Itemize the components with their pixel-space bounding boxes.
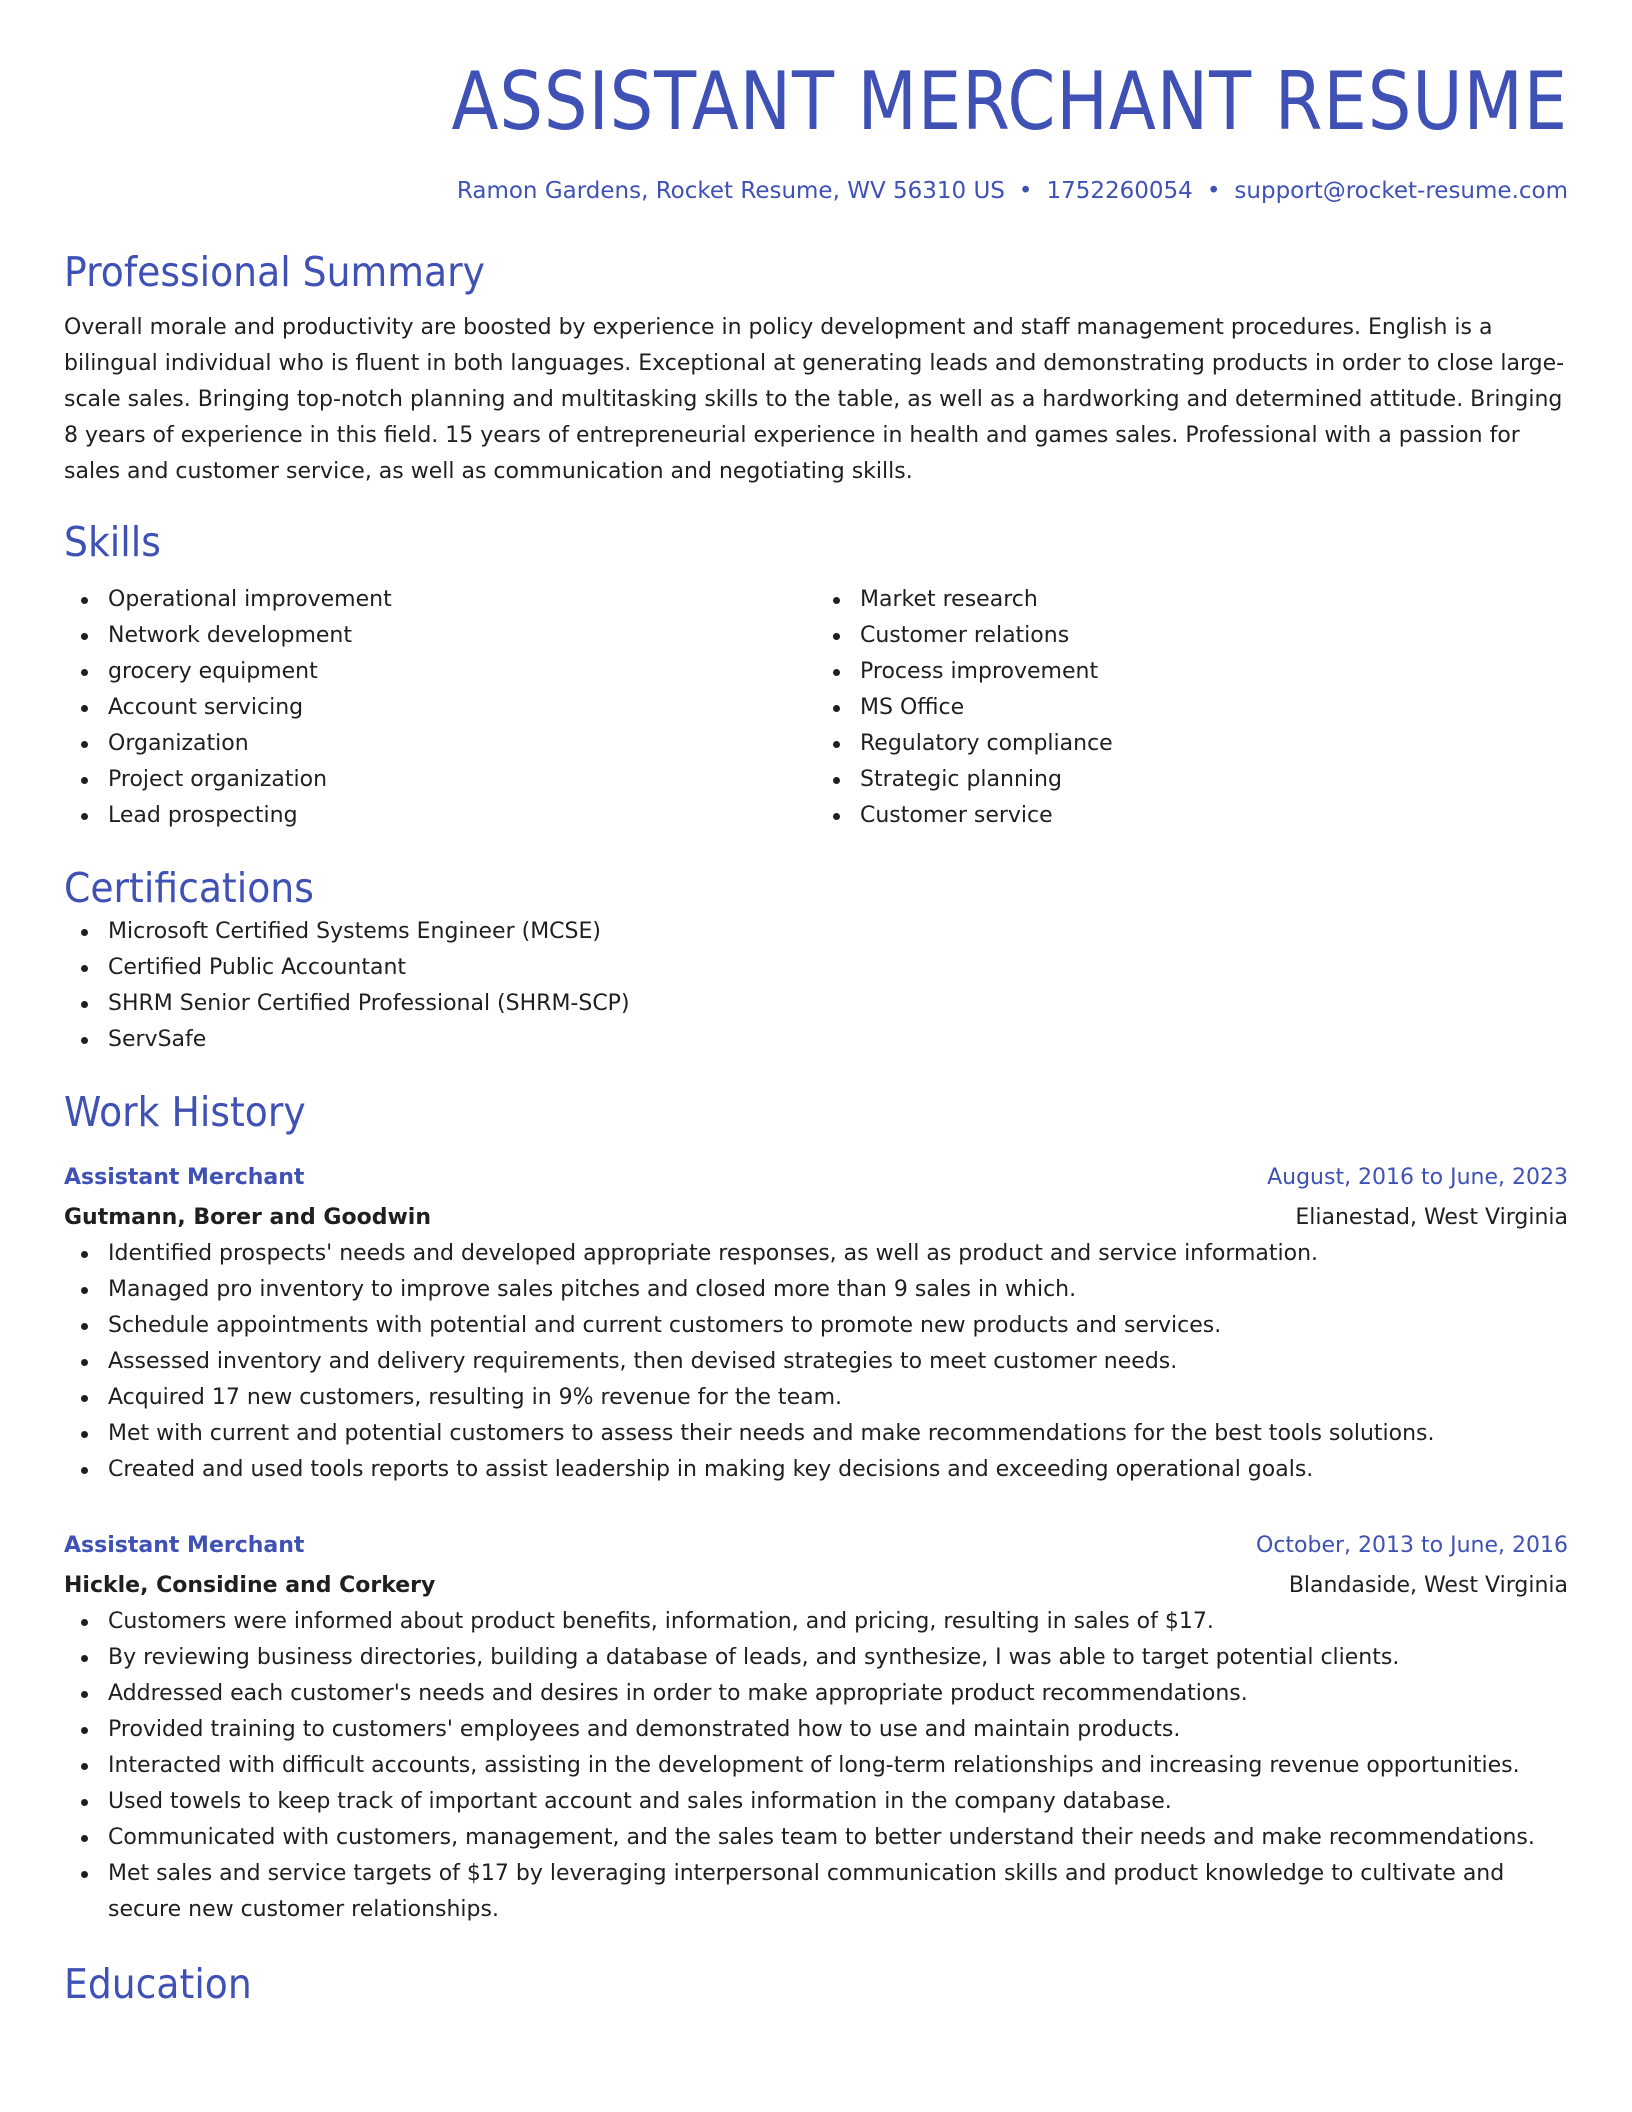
skill-item: grocery equipment xyxy=(108,654,816,690)
certification-item: Microsoft Certified Systems Engineer (MCSE) xyxy=(108,914,1568,950)
skill-item: Project organization xyxy=(108,762,816,798)
job-title: Assistant Merchant xyxy=(64,1165,305,1190)
skill-item: Regulatory compliance xyxy=(860,726,1568,762)
job-company-row xyxy=(64,1564,1568,1604)
certifications-list xyxy=(64,914,1568,1058)
resume-header xyxy=(64,52,1568,208)
job-duty-item: Managed pro inventory to improve sales pitches and closed more than 9 sales in which. xyxy=(108,1272,1568,1308)
contact-separator: • xyxy=(1206,178,1221,204)
job-location: Blandaside, West Virginia xyxy=(1288,1573,1568,1598)
contact-separator: • xyxy=(1018,178,1033,204)
section-title-summary: Professional Summary xyxy=(64,248,485,296)
job-location: Elianestad, West Virginia xyxy=(1295,1205,1568,1230)
section-title-education: Education xyxy=(64,1960,252,2008)
skill-item: Market research xyxy=(860,582,1568,618)
job-company-row xyxy=(64,1196,1568,1236)
job-title-row xyxy=(64,1528,1568,1564)
job-duty-item: Acquired 17 new customers, resulting in 9% revenue for the team. xyxy=(108,1380,1568,1416)
job-title: Assistant Merchant xyxy=(64,1533,305,1558)
skill-item: Organization xyxy=(108,726,816,762)
skill-item: Customer relations xyxy=(860,618,1568,654)
job-duty-item: Met with current and potential customers to assess their needs and make recommendations for the best tools solutions. xyxy=(108,1416,1568,1452)
job-duty-item: By reviewing business directories, building a database of leads, and synthesize, I was able to target potential clients. xyxy=(108,1640,1568,1676)
job-title-row xyxy=(64,1160,1568,1196)
job-duties-list xyxy=(64,1604,1568,1928)
job-dates: August, 2016 to June, 2023 xyxy=(1267,1165,1568,1190)
job-duty-item: Schedule appointments with potential and current customers to promote new products and services. xyxy=(108,1308,1568,1344)
section-title-skills: Skills xyxy=(64,518,161,566)
job-duty-item: Provided training to customers' employees and demonstrated how to use and maintain products. xyxy=(108,1712,1568,1748)
skill-item: Network development xyxy=(108,618,816,654)
resume-title: ASSISTANT MERCHANT RESUME xyxy=(451,55,1569,148)
job-entry xyxy=(64,1528,1568,1928)
skill-item: Process improvement xyxy=(860,654,1568,690)
job-duty-item: Created and used tools reports to assist leadership in making key decisions and exceeding operational goals. xyxy=(108,1452,1568,1488)
skill-item: Lead prospecting xyxy=(108,798,816,834)
job-entry xyxy=(64,1160,1568,1488)
certification-item: Certified Public Accountant xyxy=(108,950,1568,986)
job-duty-item: Communicated with customers, management, and the sales team to better understand their needs and make recommendations. xyxy=(108,1820,1568,1856)
skills-list xyxy=(64,582,1568,834)
job-duty-item: Customers were informed about product benefits, information, and pricing, resulting in sales of $17. xyxy=(108,1604,1568,1640)
skills-column-right xyxy=(816,582,1568,834)
job-duty-item: Used towels to keep track of important account and sales information in the company database. xyxy=(108,1784,1568,1820)
job-duty-item: Assessed inventory and delivery requirements, then devised strategies to meet customer needs. xyxy=(108,1344,1568,1380)
contact-address: Ramon Gardens, Rocket Resume, WV 56310 US xyxy=(456,178,1005,204)
summary-text: Overall morale and productivity are boosted by experience in policy development and staff management procedures. English is a bilingual individual who is fluent in both languages. Exceptional at generating leads and demonstrating products in order to close large-scale sales. Bringing top-notch planning and multitasking skills to the table, as well as a hardworking and determined attitude. Bringing 8 years of experience in this field. 15 years of entrepreneurial experience in health and games sales. Professional with a passion for sales and customer service, as well as communication and negotiating skills. xyxy=(64,315,1565,484)
contact-line xyxy=(64,174,1568,208)
skill-item: MS Office xyxy=(860,690,1568,726)
skills-column-left xyxy=(64,582,816,834)
skill-item: Operational improvement xyxy=(108,582,816,618)
job-company: Hickle, Considine and Corkery xyxy=(64,1573,436,1598)
job-dates: October, 2013 to June, 2016 xyxy=(1256,1533,1568,1558)
job-duty-item: Interacted with difficult accounts, assisting in the development of long-term relationships and increasing revenue opportunities. xyxy=(108,1748,1568,1784)
job-duty-item: Identified prospects' needs and developed appropriate responses, as well as product and service information. xyxy=(108,1236,1568,1272)
skill-item: Account servicing xyxy=(108,690,816,726)
section-title-certifications: Certifications xyxy=(64,864,314,912)
skill-item: Customer service xyxy=(860,798,1568,834)
job-duty-item: Addressed each customer's needs and desires in order to make appropriate product recommendations. xyxy=(108,1676,1568,1712)
contact-email: support@rocket-resume.com xyxy=(1234,178,1568,204)
skill-item: Strategic planning xyxy=(860,762,1568,798)
certification-item: SHRM Senior Certified Professional (SHRM-SCP) xyxy=(108,986,1568,1022)
job-duty-item: Met sales and service targets of $17 by leveraging interpersonal communication skills and product knowledge to cultivate and secure new customer relationships. xyxy=(108,1856,1568,1928)
certification-item: ServSafe xyxy=(108,1022,1568,1058)
section-title-work-history: Work History xyxy=(64,1088,306,1136)
contact-phone: 1752260054 xyxy=(1046,178,1193,204)
job-company: Gutmann, Borer and Goodwin xyxy=(64,1205,431,1230)
job-duties-list xyxy=(64,1236,1568,1488)
